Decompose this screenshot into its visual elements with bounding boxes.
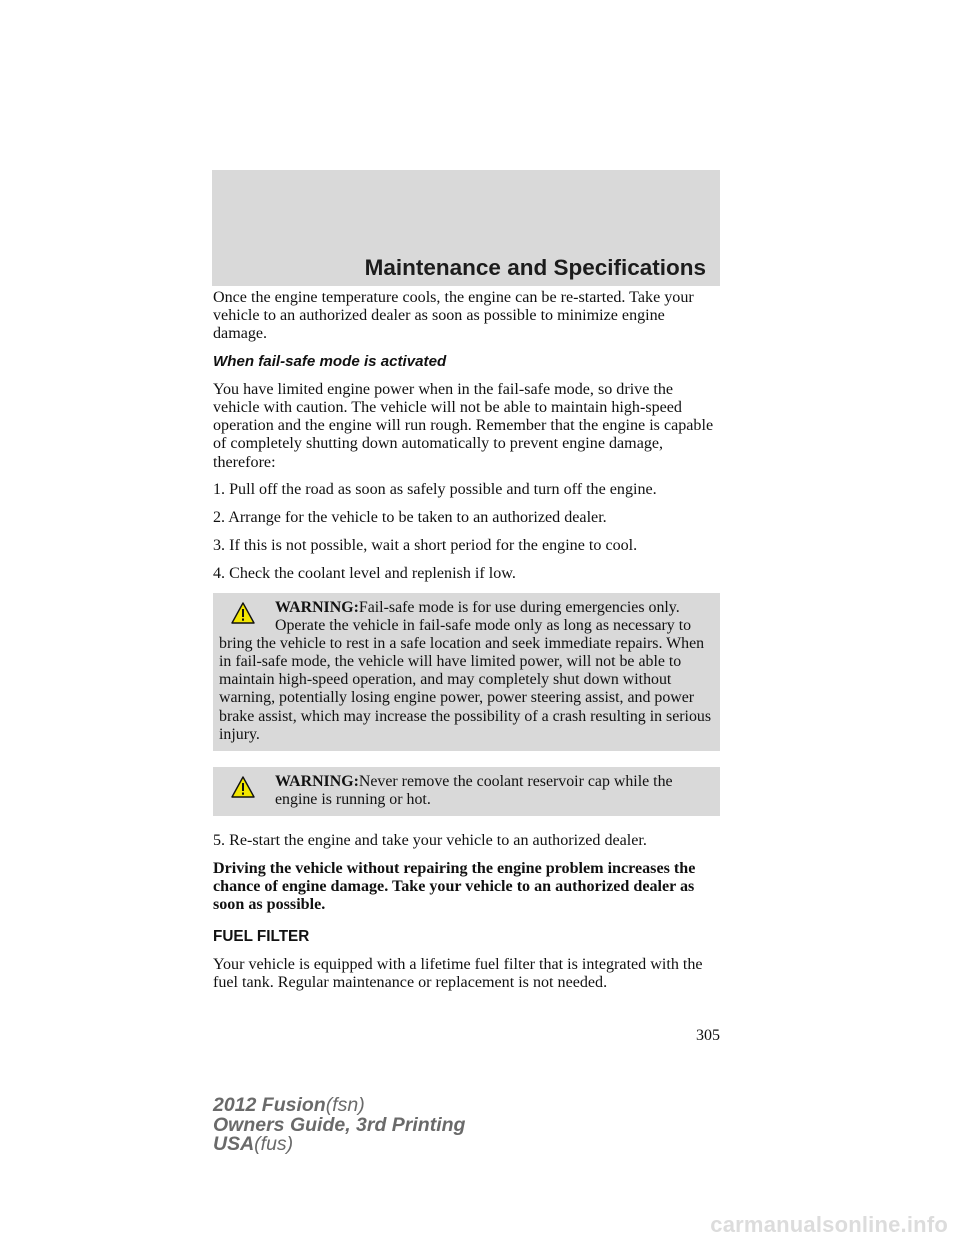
section-header-band [212, 170, 720, 286]
warning-label: WARNING: [275, 772, 359, 790]
footer-model: 2012 Fusion [213, 1094, 326, 1116]
section-title: Maintenance and Specifications [364, 255, 706, 280]
warning-triangle-icon [231, 602, 255, 624]
warning-triangle-icon [231, 776, 255, 798]
footer-region-code: (fus) [254, 1133, 294, 1155]
bold-note: Driving the vehicle without repairing the engine problem increases the chance of engine damage. Take your vehicle to an authorized dealer as soon as possible. [213, 859, 696, 914]
fail-safe-subheading: When fail-safe mode is activated [213, 353, 447, 371]
step-item: 4. Check the coolant level and replenish if low. [213, 565, 516, 583]
intro-paragraph: Once the engine temperature cools, the engine can be re-started. Take your vehicle to an authorized dealer as soon as possible to minimize engine damage. [213, 289, 694, 343]
fail-safe-paragraph: You have limited engine power when in the fail-safe mode, so drive the vehicle with caution. The vehicle will not be able to maintain high-speed operation and the engine will run rough. Remember that the engine is capable of completely shutting down automatically to prevent engine damage, therefore: [213, 381, 714, 471]
page-content [213, 289, 720, 1002]
warning-box [213, 767, 720, 816]
warning-continued-text: Operate the vehicle in fail-safe mode only as long as necessary to bring the vehicle to rest in a safe location and seek immediate repairs. When in fail-safe mode, the vehicle will have limited power, will not be able to maintain high-speed operation, and may completely shut down without warning, potentially losing engine power, power steering assist, and power brake assist, which may increase the possibility of a crash resulting in serious injury. [219, 617, 712, 743]
footer-region: USA [213, 1133, 255, 1155]
footer-guide: Owners Guide, 3rd Printing [213, 1113, 466, 1136]
warning-label: WARNING: [275, 599, 359, 616]
warning-continued-text: engine is running or hot. [275, 790, 431, 808]
footer-model-code: (fsn) [325, 1094, 365, 1116]
document-footer [213, 1096, 465, 1155]
warning-first-line [219, 773, 714, 791]
warning-box [213, 593, 720, 751]
step-item: 3. If this is not possible, wait a short period for the engine to cool. [213, 537, 638, 555]
warning-text: Fail-safe mode is for use during emergencies only. [358, 599, 680, 616]
site-watermark: carmanualsonline.info [710, 1212, 948, 1237]
warning-text: Never remove the coolant reservoir cap while the [358, 772, 673, 790]
fuel-filter-paragraph: Your vehicle is equipped with a lifetime fuel filter that is integrated with the fuel tank. Regular maintenance or replacement is not needed. [213, 956, 703, 992]
step-item: 1. Pull off the road as soon as safely possible and turn off the engine. [213, 481, 657, 499]
fuel-filter-heading: FUEL FILTER [213, 928, 310, 946]
page-number: 305 [696, 1027, 720, 1044]
warning-first-line [219, 599, 714, 617]
step-item: 5. Re-start the engine and take your vehicle to an authorized dealer. [213, 831, 647, 849]
step-item: 2. Arrange for the vehicle to be taken to an authorized dealer. [213, 509, 607, 527]
